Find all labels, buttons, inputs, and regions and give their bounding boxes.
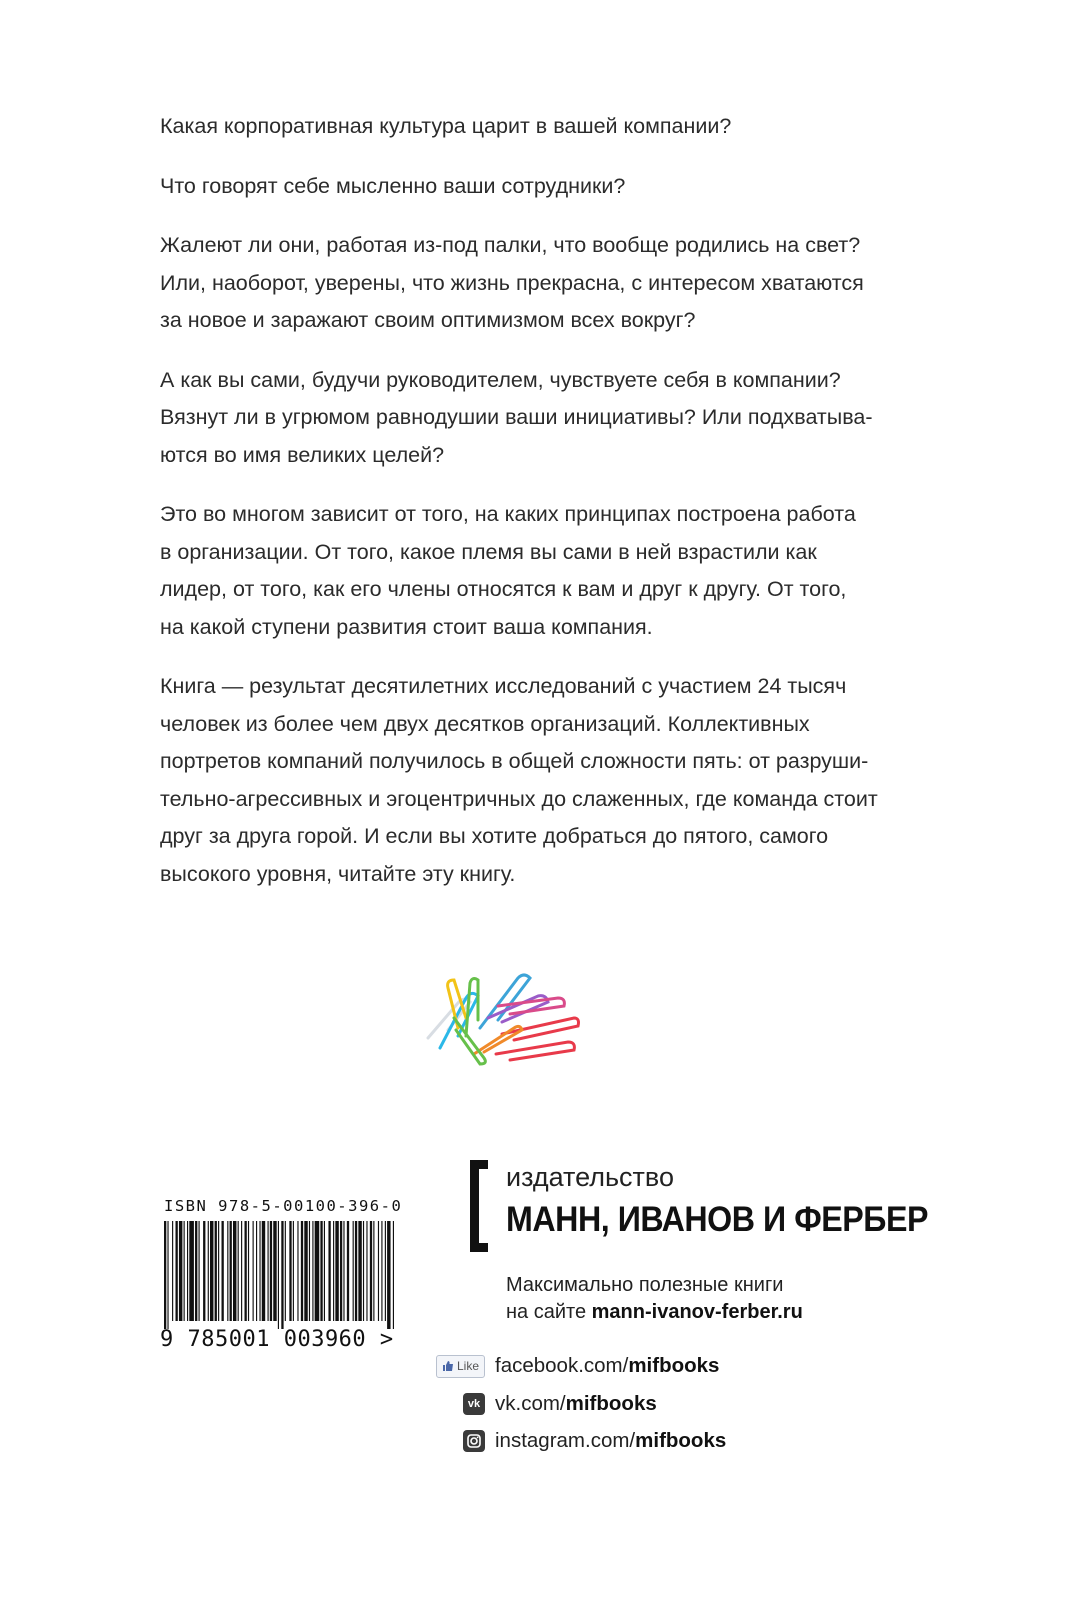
paragraph bbox=[160, 168, 900, 206]
isbn-number: ISBN 978-5-00100-396-0 bbox=[164, 1197, 403, 1215]
text-line: Книга — результат десятилетних исследований с участием 24 тысяч bbox=[160, 674, 847, 698]
publisher-tagline bbox=[506, 1272, 803, 1326]
description-text bbox=[160, 108, 900, 915]
tagline-line-1: Максимально полезные книги bbox=[506, 1274, 784, 1296]
social-row-vk[interactable] bbox=[433, 1389, 873, 1419]
text-line: Вязнут ли в угрюмом равнодушии ваши инициативы? Или подхватыва- bbox=[160, 405, 873, 429]
text-line: высокого уровня, читайте эту книгу. bbox=[160, 861, 516, 886]
text-line: ются во имя великих целей? bbox=[160, 442, 445, 467]
text-line: портретов компаний получилось в общей сложности пять: от разруши- bbox=[160, 749, 869, 773]
publisher-name: МАНН, ИВАНОВ И ФЕРБЕР bbox=[506, 1200, 928, 1239]
text-line: тельно-агрессивных и эгоцентричных до слаженных, где команда стоит bbox=[160, 786, 878, 811]
barcode-digits: 9 785001 003960 > bbox=[160, 1327, 394, 1352]
text-line: Что говорят себе мысленно ваши сотрудники? bbox=[160, 173, 626, 198]
social-row-facebook[interactable] bbox=[433, 1351, 873, 1381]
publisher-label: издательство bbox=[506, 1162, 674, 1192]
vk-icon: vk bbox=[463, 1393, 485, 1415]
text-line: человек из более чем двух десятков организаций. Коллективных bbox=[160, 711, 810, 736]
text-line: Какая корпоративная культура царит в вашей компании? bbox=[160, 114, 732, 138]
paragraph bbox=[160, 362, 900, 475]
social-row-instagram[interactable] bbox=[433, 1426, 873, 1456]
paragraph bbox=[160, 668, 900, 893]
paperclips-illustration bbox=[418, 958, 588, 1078]
text-line: на какой ступени развития стоит ваша компания. bbox=[160, 614, 653, 639]
publisher-bracket-logo bbox=[470, 1160, 488, 1252]
like-icon: Like bbox=[436, 1355, 485, 1378]
text-line: в организации. От того, какое племя вы сами в ней взрастили как bbox=[160, 539, 817, 564]
vk-link: vk.com/mifbooks bbox=[495, 1392, 657, 1415]
tagline-line-2: на сайте mann-ivanov-ferber.ru bbox=[506, 1301, 803, 1323]
paragraph bbox=[160, 108, 900, 146]
instagram-link: instagram.com/mifbooks bbox=[495, 1429, 727, 1452]
facebook-link: facebook.com/mifbooks bbox=[495, 1354, 720, 1377]
text-line: А как вы сами, будучи руководителем, чувствуете себя в компании? bbox=[160, 367, 841, 392]
publisher-website-link[interactable]: mann-ivanov-ferber.ru bbox=[591, 1301, 803, 1323]
text-line: Это во многом зависит от того, на каких принципах построена работа bbox=[160, 502, 856, 526]
text-line: друг за друга горой. И если вы хотите добраться до пятого, самого bbox=[160, 824, 829, 848]
text-line: за новое и заражают своим оптимизмом всех вокруг? bbox=[160, 308, 696, 332]
text-line: Или, наоборот, уверены, что жизнь прекрасна, с интересом хватаются bbox=[160, 270, 864, 295]
text-line: лидер, от того, как его члены относятся к вам и друг к другу. От того, bbox=[160, 577, 847, 601]
instagram-icon bbox=[463, 1430, 485, 1452]
barcode-bars bbox=[160, 1221, 400, 1329]
text-line: Жалеют ли они, работая из-под палки, что вообще родились на свет? bbox=[160, 233, 861, 257]
paragraph bbox=[160, 227, 900, 340]
isbn-barcode bbox=[160, 1197, 410, 1352]
paragraph bbox=[160, 496, 900, 646]
